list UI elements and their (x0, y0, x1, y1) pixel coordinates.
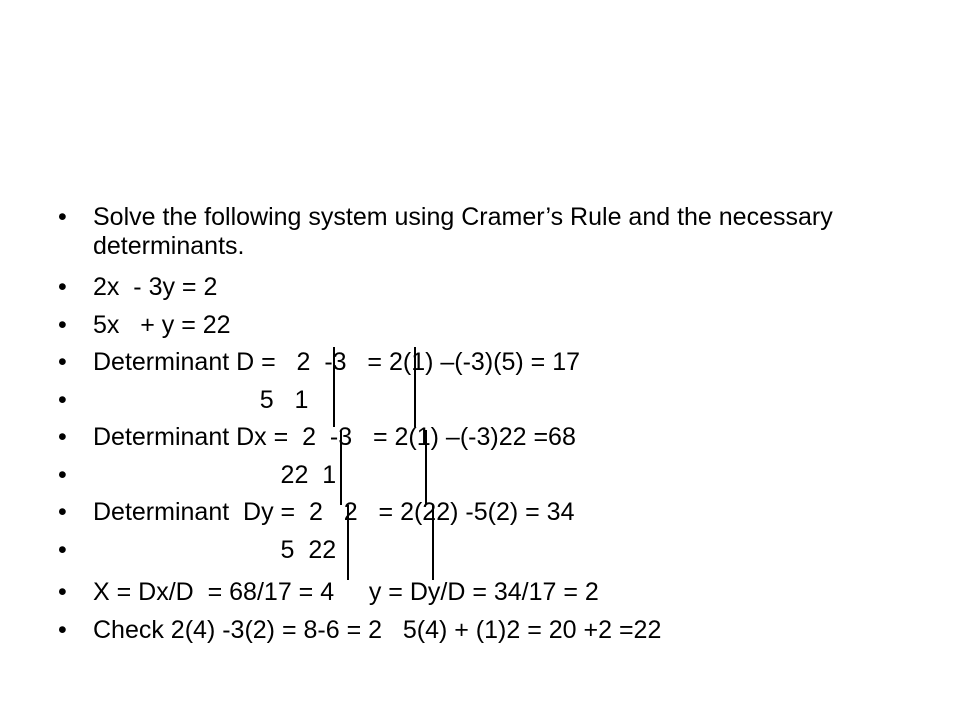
determinant-d-text: Determinant D = 2 -3 = 2(1) –(-3)(5) = 17 (93, 348, 580, 376)
determinant-dx-row-2-text: 22 1 (93, 461, 337, 489)
instruction-text: Solve the following system using Cramer’s Rule and the necessary determinants. (93, 203, 833, 260)
bullet-marker: • (58, 386, 67, 414)
determinant-dy-left-bar (347, 505, 349, 580)
bullet-marker: • (58, 273, 67, 301)
determinant-dx-text: Determinant Dx = 2 -3 = 2(1) –(-3)22 =68 (93, 423, 576, 451)
determinant-dy-right-bar (432, 505, 434, 580)
bullet-marker: • (58, 461, 67, 489)
bullet-marker: • (58, 423, 67, 451)
bullet-marker: • (58, 348, 67, 376)
determinant-dx-right-bar (425, 430, 427, 505)
equation-1-text: 2x - 3y = 2 (93, 273, 218, 301)
determinant-dy-row-2-text: 5 22 (93, 536, 337, 564)
determinant-dx-left-bar (340, 430, 342, 505)
determinant-d-row-2-text: 5 1 (93, 386, 309, 414)
equation-2-text: 5x + y = 22 (93, 311, 231, 339)
bullet-marker: • (58, 498, 67, 526)
bullet-marker: • (58, 616, 67, 644)
bullet-marker: • (58, 311, 67, 339)
determinant-dy-text: Determinant Dy = 2 2 = 2(22) -5(2) = 34 (93, 498, 575, 526)
bullet-marker: • (58, 203, 67, 231)
check-text: Check 2(4) -3(2) = 8-6 = 2 5(4) + (1)2 = 20 +2 =22 (93, 616, 662, 644)
solution-text: X = Dx/D = 68/17 = 4 y = Dy/D = 34/17 = 2 (93, 578, 599, 606)
determinant-d-left-bar (333, 347, 335, 427)
bullet-marker: • (58, 578, 67, 606)
bullet-marker: • (58, 536, 67, 564)
determinant-d-right-bar (414, 347, 416, 427)
